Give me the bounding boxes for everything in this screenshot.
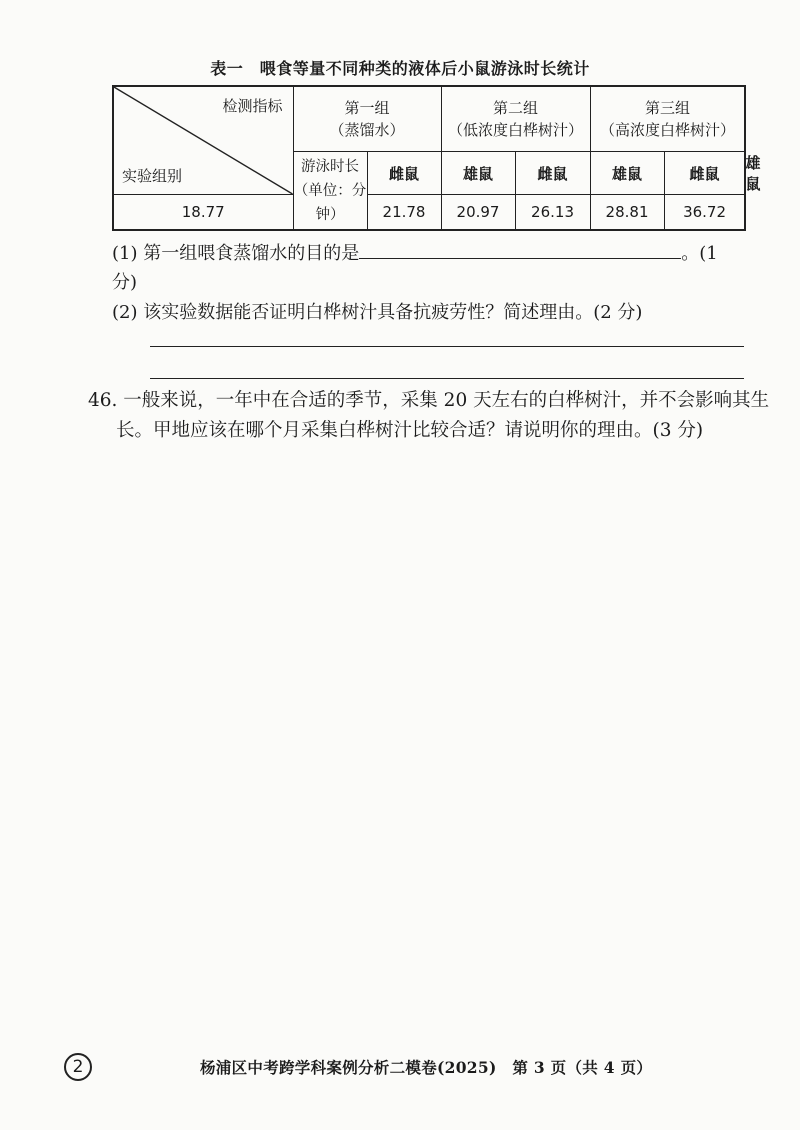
- row-label: 游泳时长: [301, 158, 359, 175]
- data-table: 检测指标 实验组别 第一组 （蒸馏水） 第二组 （低浓度白桦树汁） 第三组 （高浓度白桦树汁） 游泳时长 （单位：分钟） 雌鼠 雄鼠 雌鼠 雄鼠 雌鼠 雄鼠 18.77 21.78 20.97 26.13 28.81 36.72: [112, 85, 746, 231]
- group-name: 第二组: [493, 99, 539, 117]
- group-substance: （高浓度白桦树汁）: [600, 121, 736, 139]
- question-1: [112, 240, 718, 267]
- question-46: [88, 386, 770, 446]
- group-name: 第三组: [645, 99, 691, 117]
- page-footer: [0, 1053, 800, 1083]
- value-cell: 21.78: [367, 195, 441, 231]
- sex-header: 雄鼠: [590, 152, 664, 195]
- sex-header: 雌鼠: [367, 152, 441, 195]
- value-cell: 26.13: [515, 195, 590, 231]
- group-header-3: [590, 86, 745, 152]
- footer-text: 杨浦区中考跨学科案例分析二模卷(2025) 第 3 页（共 4 页）: [200, 1058, 653, 1077]
- question-46-line-1: 46. 一般来说，一年中在合适的季节，采集 20 天左右的白桦树汁，并不会影响其生: [88, 390, 770, 411]
- group-header-2: [441, 86, 590, 152]
- answer-blank-1[interactable]: [359, 240, 681, 259]
- question-2: (2) 该实验数据能否证明白桦树汁具备抗疲劳性？简述理由。(2 分): [112, 302, 643, 323]
- corner-metric-label: 检测指标: [222, 97, 283, 115]
- answer-line-1[interactable]: [150, 346, 744, 347]
- corner-group-label: 实验组别: [122, 167, 183, 185]
- question-1-continuation: 分): [112, 272, 138, 293]
- question-1-prompt: (1) 第一组喂食蒸馏水的目的是: [112, 243, 360, 264]
- group-name: 第一组: [344, 99, 390, 117]
- group-substance: （低浓度白桦树汁）: [448, 121, 584, 139]
- group-header-1: [293, 86, 441, 152]
- circled-page-number: 2: [64, 1053, 92, 1081]
- row-unit: （单位：分钟）: [293, 182, 367, 223]
- value-cell: 28.81: [590, 195, 664, 231]
- answer-line-2[interactable]: [150, 378, 744, 379]
- sex-header: 雌鼠: [515, 152, 590, 195]
- value-cell: 36.72: [664, 195, 745, 231]
- value-cell: 18.77: [113, 195, 293, 231]
- table-title: 表一 喂食等量不同种类的液体后小鼠游泳时长统计: [210, 59, 590, 78]
- question-1-score: 。(1: [681, 243, 718, 264]
- value-cell: 20.97: [441, 195, 515, 231]
- group-substance: （蒸馏水）: [329, 121, 405, 139]
- sex-header: 雄鼠: [441, 152, 515, 195]
- question-46-line-2: 长。甲地应该在哪个月采集白桦树汁比较合适？请说明你的理由。(3 分): [116, 420, 704, 441]
- table-corner-cell: [113, 86, 293, 195]
- sex-header: 雌鼠: [664, 152, 745, 195]
- swim-duration-label: [293, 152, 367, 231]
